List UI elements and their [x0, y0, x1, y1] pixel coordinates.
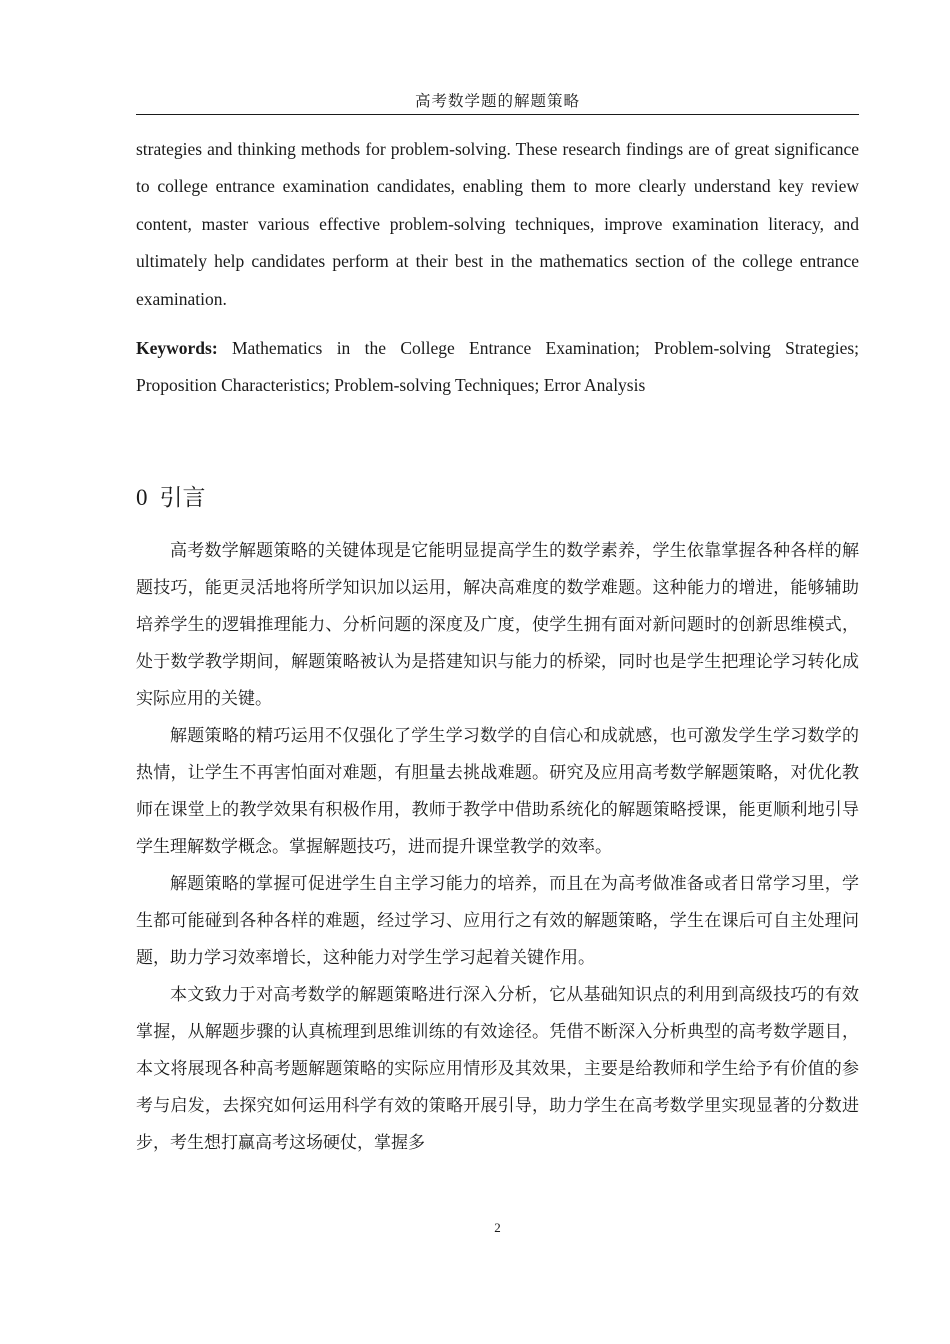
running-header: 高考数学题的解题策略 — [414, 92, 580, 110]
introduction-body — [136, 533, 859, 1162]
page-number: 2 — [494, 1220, 501, 1235]
body-paragraph: 解题策略的掌握可促进学生自主学习能力的培养，而且在为高考做准备或者日常学习里，学生都可能碰到各种各样的难题，经过学习、应用行之有效的解题策略，学生在课后可自主处理问题，助力学习效率增长，这种能力对学生学习起着关键作用。 — [136, 874, 859, 968]
body-paragraph: 解题策略的精巧运用不仅强化了学生学习数学的自信心和成就感，也可激发学生学习数学的热情，让学生不再害怕面对难题，有胆量去挑战难题。研究及应用高考数学解题策略，对优化教师在课堂上的教学效果有积极作用，教师于教学中借助系统化的解题策略授课，能更顺利地引导学生理解数学概念。掌握解题技巧，进而提升课堂教学的效率。 — [136, 726, 859, 857]
abstract-continuation: strategies and thinking methods for problem-solving. These research findings are of great significance to college entrance examination candidates, enabling them to more clearly understand key review content, master various effective problem-solving techniques, improve examination literacy, and ultimately help candidates perform at their best in the mathematics section of the college entrance examination. — [136, 139, 859, 309]
section-heading — [136, 481, 206, 515]
header-rule — [136, 114, 859, 115]
body-paragraph: 高考数学解题策略的关键体现是它能明显提高学生的数学素养，学生依靠掌握各种各样的解题技巧，能更灵活地将所学知识加以运用，解决高难度的数学难题。这种能力的增进，能够辅助培养学生的逻辑推理能力、分析问题的深度及广度，使学生拥有面对新问题时的创新思维模式，处于数学教学期间，解题策略被认为是搭建知识与能力的桥梁，同时也是学生把理论学习转化成实际应用的关键。 — [136, 541, 859, 709]
section-number: 0 — [136, 485, 148, 510]
keywords-paragraph — [136, 330, 859, 405]
body-paragraph: 本文致力于对高考数学的解题策略进行深入分析，它从基础知识点的利用到高级技巧的有效掌握，从解题步骤的认真梳理到思维训练的有效途径。凭借不断深入分析典型的高考数学题目，本文将展现各种高考题解题策略的实际应用情形及其效果，主要是给教师和学生给予有价值的参考与启发，去探究如何运用科学有效的策略开展引导，助力学生在高考数学里实现显著的分数进步，考生想打赢高考这场硬仗，掌握多 — [136, 985, 859, 1153]
keywords-text: Mathematics in the College Entrance Examination; Problem-solving Strategies; Proposition Characteristics; Problem-solving Techniques; Error Analysis — [136, 338, 860, 396]
keywords-label: Keywords: — [136, 338, 218, 359]
abstract-english — [136, 131, 859, 405]
section-title: 引言 — [159, 485, 206, 511]
